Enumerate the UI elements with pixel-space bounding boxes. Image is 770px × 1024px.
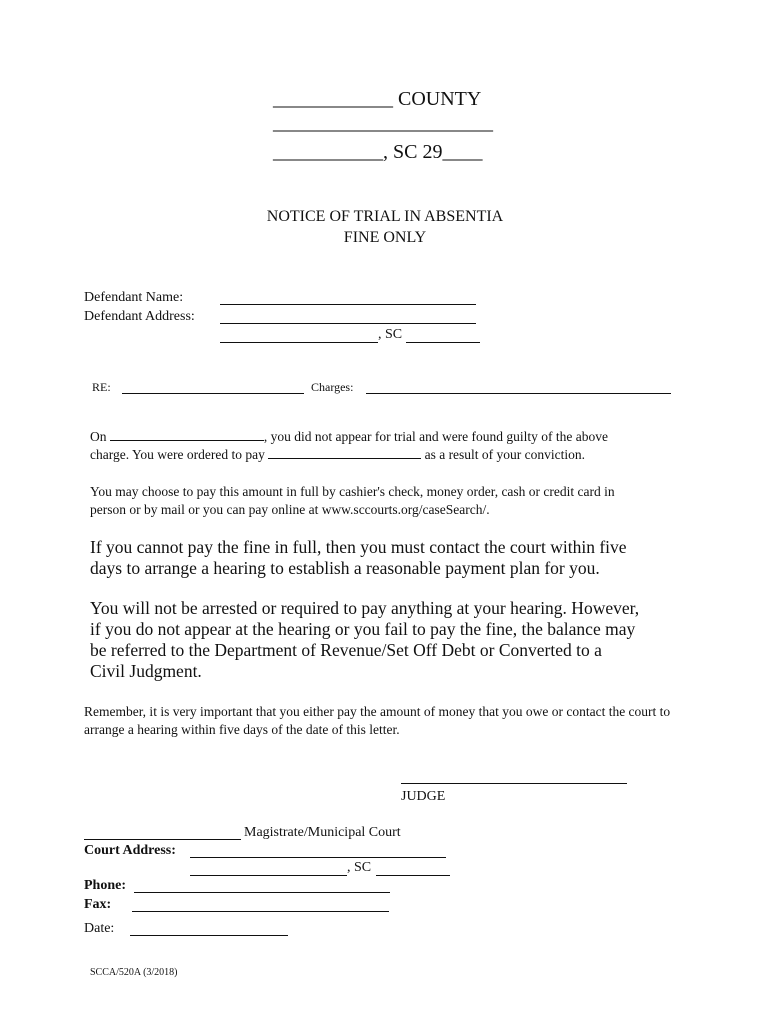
- fax-field[interactable]: [132, 911, 389, 912]
- defendant-sc-label: , SC: [378, 327, 403, 342]
- defendant-address-label: Defendant Address:: [84, 309, 195, 324]
- notice-subtitle: FINE ONLY: [343, 229, 427, 246]
- header-address-line[interactable]: [273, 112, 493, 135]
- header-address-blank[interactable]: ______________________: [273, 112, 493, 134]
- payment-plan-paragraph: If you cannot pay the fine in full, then you must contact the court within five days to arrange a hearing to establish a reasonable payment plan for you.: [90, 537, 627, 578]
- county-label: COUNTY: [398, 88, 482, 110]
- payment-options-paragraph: You may choose to pay this amount in full by cashier's check, money order, cash or credit card in person or by mail or you can pay online at www.sccourts.org/caseSearch/.: [90, 484, 615, 517]
- court-sc-label: , SC: [347, 860, 372, 875]
- conviction-line-2: [90, 447, 585, 463]
- defendant-city-field[interactable]: [220, 342, 378, 343]
- conviction-text-b: charge. You were ordered to pay: [90, 447, 265, 462]
- trial-date-field[interactable]: [110, 440, 264, 441]
- state-zip-label: , SC 29: [383, 141, 443, 163]
- conviction-line-1: [90, 429, 608, 445]
- reminder-paragraph: Remember, it is very important that you either pay the amount of money that you owe or contact the court to arrange a hearing within five days of the date of this letter.: [84, 704, 671, 737]
- fax-label: Fax:: [84, 897, 112, 912]
- defendant-name-field[interactable]: [220, 304, 476, 305]
- date-label: Date:: [84, 921, 115, 936]
- charges-field[interactable]: [366, 393, 671, 394]
- form-id: SCCA/520A (3/2018): [90, 967, 178, 978]
- hearing-paragraph: You will not be arrested or required to pay anything at your hearing. However, if you do not appear at the hearing or you fail to pay the fine, the balance may be referred to the Department of Revenue/Set Off Debt or Converted to a Civil Judgment.: [90, 598, 640, 681]
- judge-signature-field[interactable]: [401, 783, 627, 784]
- county-blank[interactable]: ____________: [273, 88, 393, 110]
- judge-label: JUDGE: [401, 789, 446, 804]
- defendant-address-field[interactable]: [220, 323, 476, 324]
- phone-field[interactable]: [134, 892, 390, 893]
- phone-label: Phone:: [84, 878, 126, 893]
- defendant-name-label: Defendant Name:: [84, 290, 184, 305]
- court-address-field[interactable]: [190, 857, 446, 858]
- defendant-zip-field[interactable]: [406, 342, 480, 343]
- on-label: On: [90, 429, 107, 444]
- date-field[interactable]: [130, 935, 288, 936]
- notice-title: NOTICE OF TRIAL IN ABSENTIA: [266, 208, 504, 225]
- court-zip-field[interactable]: [376, 875, 450, 876]
- city-zip-line: [273, 141, 482, 164]
- court-city-field[interactable]: [190, 875, 347, 876]
- conviction-text-c: as a result of your conviction.: [424, 447, 586, 462]
- court-address-label: Court Address:: [84, 843, 176, 858]
- charges-label: Charges:: [311, 380, 354, 394]
- county-line: [273, 88, 481, 111]
- conviction-text-a: , you did not appear for trial and were found guilty of the above: [263, 429, 609, 444]
- fine-amount-field[interactable]: [268, 458, 421, 459]
- zip-blank[interactable]: ____: [442, 141, 483, 163]
- court-type-label: Magistrate/Municipal Court: [244, 825, 401, 840]
- re-label: RE:: [92, 380, 111, 394]
- city-blank[interactable]: ___________: [273, 141, 383, 163]
- court-name-field[interactable]: [84, 839, 241, 840]
- re-field[interactable]: [122, 393, 304, 394]
